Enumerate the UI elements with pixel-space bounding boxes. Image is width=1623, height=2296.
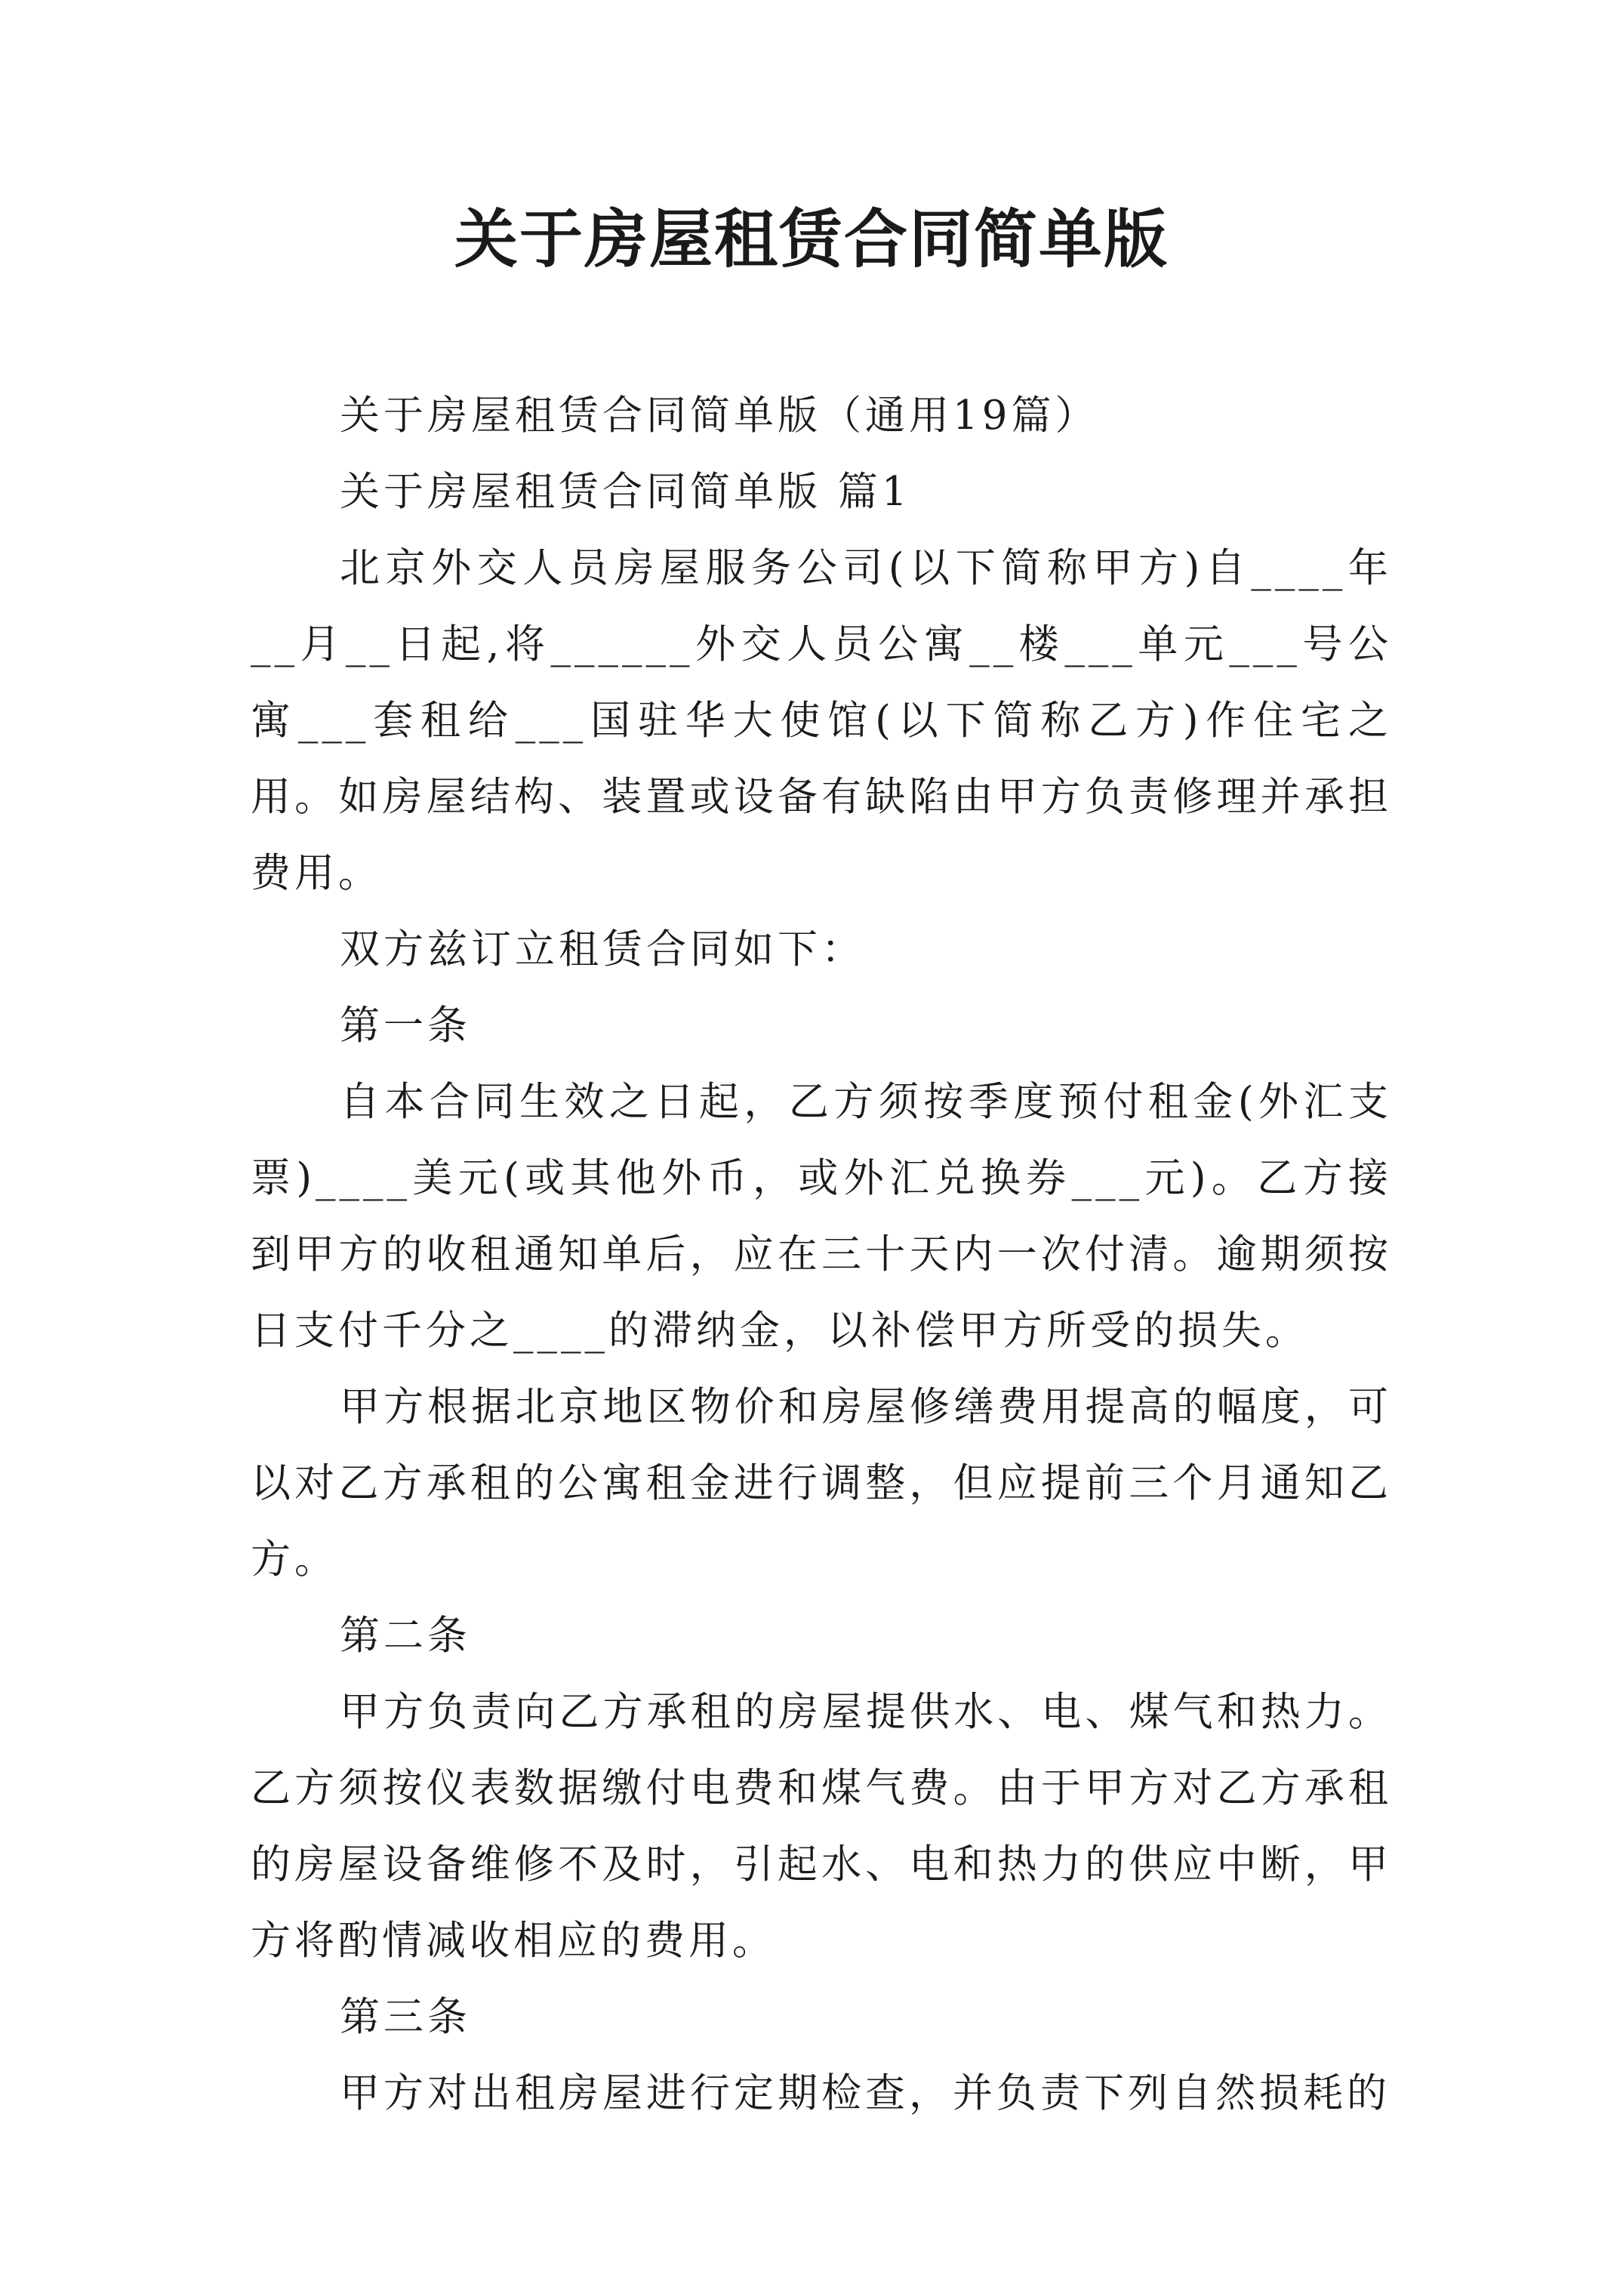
paragraph-intro: 北京外交人员房屋服务公司(以下简称甲方)自____年__月__日起,将______外交人员公寓__楼___单元___号公寓___套租给___国驻华大使馆(以下简称乙方)作住宅之用。如房屋结构、装置或设备有缺陷由甲方负责修理并承担费用。 xyxy=(251,545,1392,896)
page-title: 关于房屋租赁合同简单版 xyxy=(454,202,1169,276)
article-2-heading: 第二条 xyxy=(340,1613,471,1659)
article-1-paragraph-1: 自本合同生效之日起，乙方须按季度预付租金(外汇支票)____美元(或其他外币，或外汇兑换券___元)。乙方接到甲方的收租通知单后，应在三十天内一次付清。逾期须按日支付千分之____的滞纳金，以补偿甲方所受的损失。 xyxy=(251,1079,1392,1354)
document-body xyxy=(251,378,1392,2131)
paragraph-agreement: 双方兹订立租赁合同如下： xyxy=(340,926,865,972)
article-2-paragraph-1: 甲方负责向乙方承租的房屋提供水、电、煤气和热力。乙方须按仪表数据缴付电费和煤气费。由于甲方对乙方承租的房屋设备维修不及时，引起水、电和热力的供应中断，甲方将酌情减收相应的费用。 xyxy=(251,1689,1392,1964)
paragraph-subtitle: 关于房屋租赁合同简单版（通用19篇） xyxy=(340,393,1099,439)
article-3-heading: 第三条 xyxy=(340,1994,471,2040)
article-3-paragraph-1: 甲方对出租房屋进行定期检查，并负责下列自然损耗的 xyxy=(340,2070,1390,2116)
article-1-paragraph-2: 甲方根据北京地区物价和房屋修缮费用提高的幅度，可以对乙方承租的公寓租金进行调整，但应提前三个月通知乙方。 xyxy=(251,1384,1392,1583)
article-1-heading: 第一条 xyxy=(340,1003,471,1049)
paragraph-section-heading: 关于房屋租赁合同简单版 篇1 xyxy=(340,469,911,515)
